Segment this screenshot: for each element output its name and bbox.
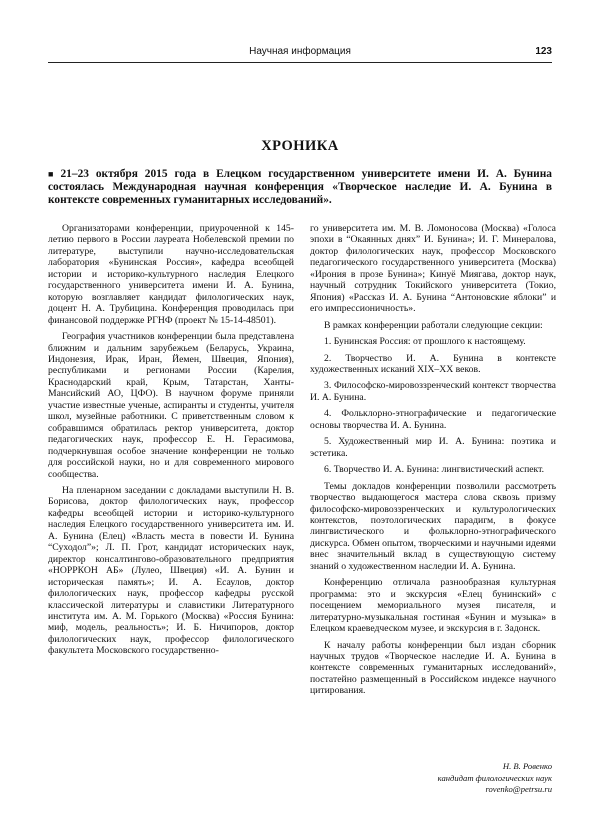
section-item: 3. Философско-мировоззренческий контекст творчества И. А. Бунина. [310, 380, 556, 403]
section-item: 4. Фольклорно-этнографические и педагогические основы творчества И. А. Бунина. [310, 408, 556, 431]
paragraph-culture: Конференцию отличала разнообразная культурная программа: это и экскурсия «Елец бунинский» с посещением мемориального музея писателя, и литературно-музыкальная гостиная «Бунин и музыка» в Елецком краеведческом музее, и экскурсия в г. Задонск. [310, 577, 556, 635]
left-column [48, 223, 294, 662]
section-item: 2. Творчество И. А. Бунина в контексте художественных исканий XIX–XX веков. [310, 352, 556, 375]
paragraph-plenary-continued: го университета им. М. В. Ломоносова (Москва) «Голоса эпохи в “Окаянных днях” И. Бунина»; И. Г. Минералова, доктор филологических наук, профессор Московского педагогического государственного университета (Москва) «Ирония в прозе Бунина»; Кинуё Миягава, доктор наук, научный сотрудник Токийского университета (Токио, Япония) «Рассказ И. А. Бунина “Антоновские яблоки” и его импрессионичность». [310, 223, 556, 315]
section-title: Научная информация [249, 46, 351, 57]
paragraph-sections-intro: В рамках конференции работали следующие секции: [324, 319, 543, 331]
paragraph-plenary: На пленарном заседании с докладами выступили Н. В. Борисова, доктор филологических наук, профессор кафедры всеобщей истории и историко-культурного наследия Елецкого государственного университета им. И. А. Бунина (Елец) «Власть места в повести И. Бунина “Суходол”»; Л. П. Грот, кандидат исторических наук, директор консалтингово-образовательного предприятия «НОРРКОН АБ» (Лулео, Швеция) «И. А. Бунин и историческая память»; И. А. Есаулов, доктор филологических наук, профессор кафедры русской классической литературы и славистики Литературного института им. А. М. Горького (Москва) «Россия Бунина: миф, модель, реальность»; И. Б. Ничипоров, доктор филологических наук, профессор филологического факультета Московского государственно- [48, 484, 294, 657]
lead-text: 21–23 октября 2015 года в Елецком государственном университете имени И. А. Бунина состоялась Международная научная конференция «Творческое наследие И. А. Бунина в контексте современных гуманитарных исследований». [48, 168, 553, 206]
article-heading: ХРОНИКА [261, 138, 339, 154]
page-number: 123 [535, 46, 552, 57]
author-signature [312, 761, 552, 796]
paragraph-themes: Темы докладов конференции позволили рассмотреть творчество выдающегося мастера слова сквозь призму философско-мировоззренческих и культурологических контекстов, поэтологических парадигм, в фокусе лингвистического и фольклорно-этнографического дискурса. Обмен опытом, творческими и научными идеями внес значительный вклад в существующую систему знаний о художественном наследии И. А. Бунина. [310, 480, 556, 572]
author-name: Н. В. Ровенко [502, 761, 552, 771]
header-divider [48, 62, 552, 63]
paragraph-organizers: Организаторами конференции, приуроченной к 145-летию первого в России лауреата Нобелевской премии по литературе, выступили научно-исследовательская лаборатория «Бунинская Россия», кафедра всеобщей истории и историко-культурного наследия Елецкого государственного университета имени И. А. Бунина, которую возглавляет кандидат филологических наук, доцент Н. А. Трубицина. Конференция проводилась при финансовой поддержке РГНФ (проект № 15-14-48501). [48, 223, 294, 326]
author-email: rovenko@petrsu.ru [485, 784, 552, 794]
paragraph-geography: География участников конференции была представлена ближним и дальним зарубежьем (Беларусь, Украина, Индонезия, Ирак, Иран, Йемен, Швеция, Япония), республиками и регионами России (Карелия, Краснодарский край, Крым, Татарстан, Ханты-Мансийский АО, ЦФО). В научном форуме приняли участие известные ученые, аспиранты и студенты, учителя школ, музейные работники. С приветственным словом к собравшимся обратилась ректор университета, доктор педагогических наук, профессор Е. Н. Герасимова, подчеркнувшая особое значение конференции не только для российской науки, но и для современного мирового сообщества. [48, 331, 294, 480]
lead-paragraph [48, 168, 552, 207]
author-title: кандидат филологических наук [437, 772, 552, 783]
right-column [310, 223, 556, 702]
paragraph-collection: К началу работы конференции был издан сборник научных трудов «Творческое наследие И. А. Бунина в контексте современных гуманитарных исследований», постатейно размещенный в Российском индексе научного цитирования. [310, 639, 556, 697]
section-item: 1. Бунинская Россия: от прошлого к настоящему. [324, 336, 526, 348]
section-item: 6. Творчество И. А. Бунина: лингвистический аспект. [324, 464, 545, 476]
square-bullet-icon: ■ [48, 169, 58, 179]
section-item: 5. Художественный мир И. А. Бунина: поэтика и эстетика. [310, 436, 556, 459]
